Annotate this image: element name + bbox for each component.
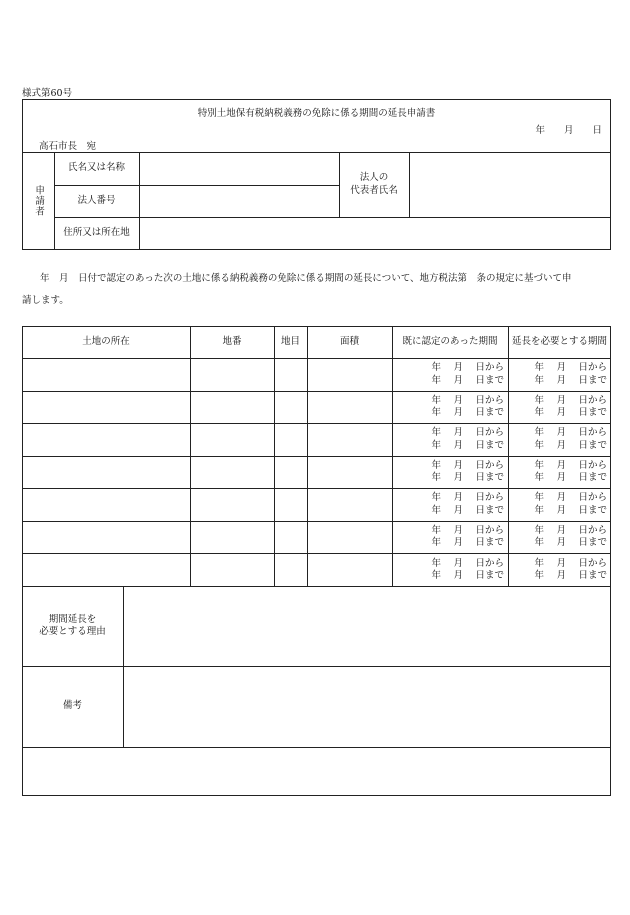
period-to-text: 年 月 日まで [534, 570, 607, 581]
header-area: 面積 [339, 335, 359, 347]
period-from-text: 年 月 日から [534, 492, 607, 504]
date-line: 年 月 日 [535, 125, 602, 136]
representative-label-line2: 代表者氏名 [350, 184, 398, 196]
cell-location[interactable] [22, 358, 190, 391]
period-from-text: 年 月 日から [431, 492, 504, 504]
cell-certified-period[interactable] [392, 456, 504, 488]
cell-certified-period[interactable] [392, 488, 504, 521]
header-land-category: 地目 [280, 335, 300, 347]
representative-field[interactable] [409, 152, 611, 217]
period-to-text: 年 月 日まで [534, 407, 607, 418]
cell-land-category[interactable] [274, 488, 307, 521]
name-label: 氏名又は名称 [67, 162, 125, 174]
cell-lot-number[interactable] [190, 391, 274, 423]
intro-line2: 請します。 [22, 295, 69, 306]
cell-extension-period[interactable] [508, 553, 607, 587]
cell-certified-period[interactable] [392, 521, 504, 553]
cell-land-category[interactable] [274, 456, 307, 488]
period-from-text: 年 月 日から [431, 362, 504, 374]
period-from-text: 年 月 日から [431, 459, 504, 471]
cell-lot-number[interactable] [190, 358, 274, 391]
period-to-text: 年 月 日まで [431, 472, 504, 483]
cell-land-category[interactable] [274, 358, 307, 391]
cell-lot-number[interactable] [190, 456, 274, 488]
period-to-text: 年 月 日まで [431, 570, 504, 581]
period-to-text: 年 月 日まで [534, 472, 607, 483]
intro-paragraph [22, 268, 614, 312]
cell-area[interactable] [307, 488, 392, 521]
header-box [22, 99, 611, 153]
period-to-text: 年 月 日まで [534, 374, 607, 386]
cell-location[interactable] [22, 391, 190, 423]
period-to-text: 年 月 日まで [431, 407, 504, 418]
cell-area[interactable] [307, 456, 392, 488]
blank-field[interactable] [22, 747, 611, 796]
cell-extension-period[interactable] [508, 488, 607, 521]
cell-lot-number[interactable] [190, 488, 274, 521]
address-label: 住所又は所在地 [63, 227, 130, 239]
cell-extension-period[interactable] [508, 521, 607, 553]
cell-location[interactable] [22, 423, 190, 456]
cell-extension-period[interactable] [508, 391, 607, 423]
address-field[interactable] [139, 217, 611, 250]
period-to-text: 年 月 日まで [431, 374, 504, 386]
addressee: 高石市長 宛 [39, 141, 97, 152]
cell-certified-period[interactable] [392, 553, 504, 587]
cell-lot-number[interactable] [190, 521, 274, 553]
period-to-text: 年 月 日まで [534, 537, 607, 548]
period-to-text: 年 月 日まで [431, 439, 504, 451]
period-to-text: 年 月 日まで [431, 537, 504, 548]
cell-extension-period[interactable] [508, 456, 607, 488]
cell-land-category[interactable] [274, 521, 307, 553]
cell-location[interactable] [22, 488, 190, 521]
period-from-text: 年 月 日から [534, 557, 607, 569]
cell-area[interactable] [307, 521, 392, 553]
period-to-text: 年 月 日まで [534, 504, 607, 516]
form-title: 特別土地保有税納税義務の免除に係る期間の延長申請書 [197, 108, 436, 119]
applicant-label: 申請者 [33, 185, 45, 217]
cell-location[interactable] [22, 553, 190, 587]
reason-label-line2: 必要とする理由 [39, 626, 106, 637]
cell-extension-period[interactable] [508, 358, 607, 391]
corp-number-field[interactable] [139, 185, 339, 217]
period-from-text: 年 月 日から [431, 557, 504, 569]
cell-certified-period[interactable] [392, 423, 504, 456]
period-from-text: 年 月 日から [534, 362, 607, 374]
period-from-text: 年 月 日から [431, 394, 504, 406]
cell-lot-number[interactable] [190, 553, 274, 587]
remarks-label: 備考 [62, 700, 82, 712]
reason-field[interactable] [123, 586, 611, 666]
intro-line1: 年 月 日付で認定のあった次の土地に係る納税義務の免除に係る期間の延長について、地方税法第 条の規定に基づいて申 [40, 273, 572, 284]
cell-location[interactable] [22, 521, 190, 553]
header-lot-number: 地番 [222, 335, 242, 347]
cell-location[interactable] [22, 456, 190, 488]
representative-label [339, 152, 409, 217]
cell-certified-period[interactable] [392, 391, 504, 423]
cell-certified-period[interactable] [392, 358, 504, 391]
period-from-text: 年 月 日から [534, 394, 607, 406]
header-extension-period: 延長を必要とする期間 [511, 335, 607, 347]
cell-area[interactable] [307, 358, 392, 391]
period-from-text: 年 月 日から [534, 427, 607, 439]
period-from-text: 年 月 日から [534, 459, 607, 471]
cell-land-category[interactable] [274, 553, 307, 587]
reason-label-line1: 期間延長を [48, 613, 97, 625]
form-number: 様式第60号 [22, 88, 73, 99]
remarks-field[interactable] [123, 666, 611, 747]
cell-extension-period[interactable] [508, 423, 607, 456]
cell-lot-number[interactable] [190, 423, 274, 456]
period-from-text: 年 月 日から [431, 524, 504, 536]
cell-area[interactable] [307, 423, 392, 456]
period-from-text: 年 月 日から [534, 524, 607, 536]
header-certified-period: 既に認定のあった期間 [402, 335, 498, 347]
period-to-text: 年 月 日まで [534, 439, 607, 451]
cell-land-category[interactable] [274, 391, 307, 423]
name-field[interactable] [139, 152, 339, 185]
corp-number-label: 法人番号 [77, 194, 116, 206]
period-from-text: 年 月 日から [431, 427, 504, 439]
cell-area[interactable] [307, 553, 392, 587]
cell-area[interactable] [307, 391, 392, 423]
cell-land-category[interactable] [274, 423, 307, 456]
representative-label-line1: 法人の [359, 172, 389, 184]
header-location: 土地の所在 [82, 335, 130, 347]
period-to-text: 年 月 日まで [431, 504, 504, 516]
reason-label [22, 586, 123, 666]
